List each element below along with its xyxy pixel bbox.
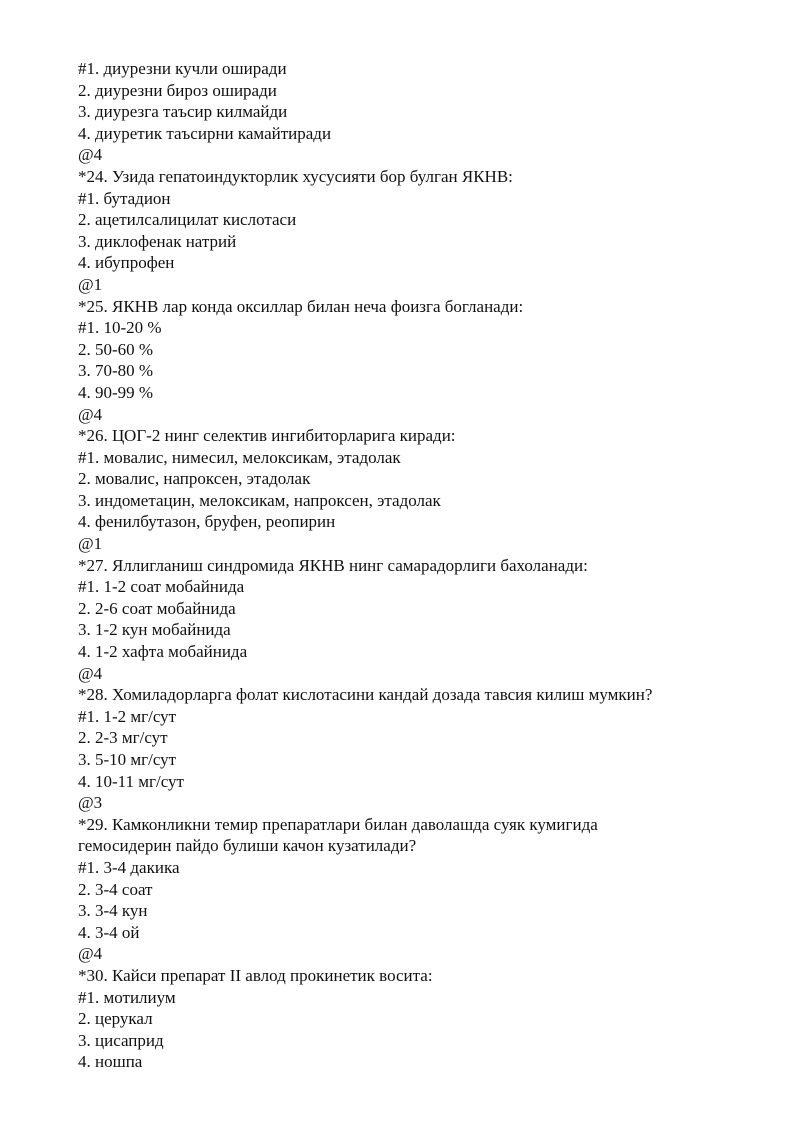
answer-option: 4. 3-4 ой	[78, 922, 140, 942]
answer-option: 2. церукал	[78, 1009, 153, 1029]
answer-option: #1. мотилиум	[78, 987, 176, 1007]
question-27: *27. Яллигланиш синдромида ЯКНВ нинг самарадорлиги бахоланади:	[78, 555, 588, 575]
answer-option: 2. 3-4 соат	[78, 879, 153, 899]
answer-option: 4. ношпа	[78, 1052, 143, 1072]
answer-option: 4. 90-99 %	[78, 382, 154, 402]
answer-key: @4	[78, 404, 103, 424]
question-29: *29. Камконликни темир препаратлари билан даволашда суяк кумигида	[78, 814, 598, 834]
answer-option: 2. 50-60 %	[78, 339, 154, 359]
answer-option: #1. 10-20 %	[78, 318, 162, 338]
answer-option: 2. ацетилсалицилат кислотаси	[78, 210, 297, 230]
question-24: *24. Узида гепатоиндукторлик хусусияти бор булган ЯКНВ:	[78, 166, 513, 186]
answer-key: @4	[78, 145, 103, 165]
answer-key: @3	[78, 793, 103, 813]
answer-option: 3. индометацин, мелоксикам, напроксен, этадолак	[78, 490, 441, 510]
answer-option: #1. 1-2 соат мобайнида	[78, 577, 245, 597]
answer-option: #1. 3-4 дакика	[78, 857, 180, 877]
answer-option: 3. цисаприд	[78, 1030, 164, 1050]
answer-option: 2. 2-3 мг/сут	[78, 728, 168, 748]
answer-key: @1	[78, 274, 103, 294]
answer-option: #1. мовалис, нимесил, мелоксикам, этадолак	[78, 447, 401, 467]
answer-option: #1. диурезни кучли оширади	[78, 59, 287, 78]
answer-option: 3. 3-4 кун	[78, 901, 148, 921]
answer-option: 2. 2-6 соат мобайнида	[78, 598, 236, 618]
answer-key: @4	[78, 944, 103, 964]
answer-option: 4. диуретик таъсирни камайтиради	[78, 123, 332, 143]
answer-option: 4. 1-2 хафта мобайнида	[78, 642, 248, 662]
answer-option: 4. фенилбутазон, бруфен, реопирин	[78, 512, 336, 532]
answer-option: 4. 10-11 мг/сут	[78, 771, 184, 791]
question-30: *30. Кайси препарат II авлод прокинетик восита:	[78, 965, 433, 985]
answer-option: 3. диурезга таъсир килмайди	[78, 102, 288, 122]
answer-option: 3. 1-2 кун мобайнида	[78, 620, 231, 640]
answer-option: 3. диклофенак натрий	[78, 231, 237, 251]
question-26: *26. ЦОГ-2 нинг селектив ингибиторларига киради:	[78, 426, 456, 446]
answer-option: #1. бутадион	[78, 188, 171, 208]
question-25: *25. ЯКНВ лар конда оксиллар билан неча фоизга богланади:	[78, 296, 524, 316]
answer-key: @1	[78, 534, 103, 554]
answer-option: 2. диурезни бироз оширади	[78, 80, 277, 100]
answer-option: 3. 5-10 мг/сут	[78, 750, 177, 769]
answer-option: 2. мовалис, напроксен, этадолак	[78, 469, 311, 489]
answer-option: 3. 70-80 %	[78, 361, 154, 381]
document-page	[78, 58, 768, 1073]
question-28: *28. Хомиладорларга фолат кислотасини кандай дозада тавсия килиш мумкин?	[78, 685, 653, 705]
answer-key: @4	[78, 663, 103, 683]
question-29-continuation: гемосидерин пайдо булиши качон кузатилади?	[78, 836, 417, 856]
answer-option: #1. 1-2 мг/сут	[78, 706, 177, 726]
answer-option: 4. ибупрофен	[78, 253, 175, 273]
